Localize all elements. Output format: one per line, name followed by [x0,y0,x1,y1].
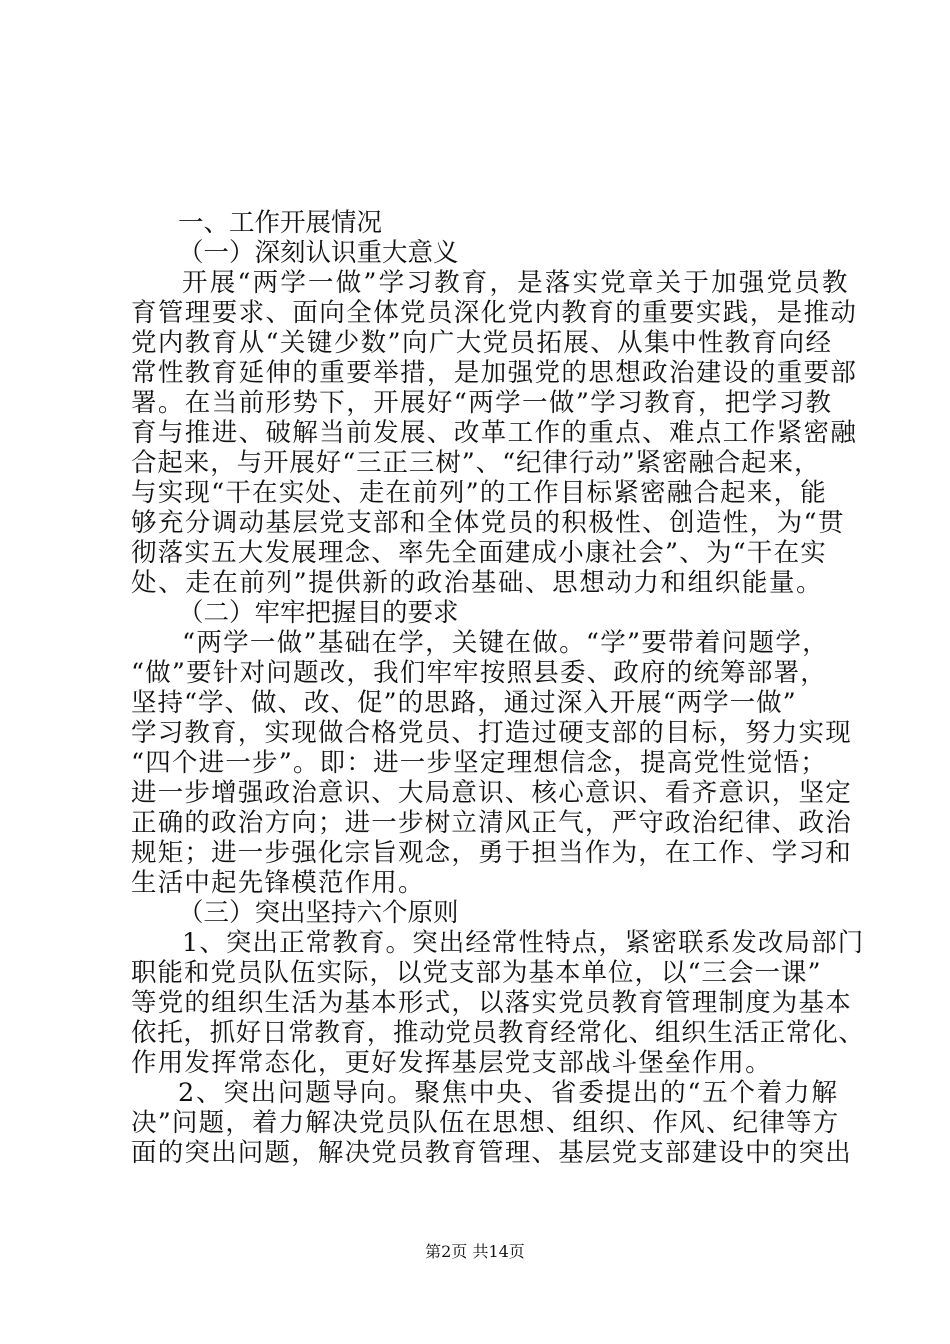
subheading-3: （三）突出坚持六个原则 [178,898,459,928]
text-line: 1、突出正常教育。突出经常性特点，紧密联系发改局部门 [182,928,865,958]
text-line: 育与推进、破解当前发展、改革工作的重点、难点工作紧密融 [131,418,858,448]
text-line: 开展“两学一做”学习教育，是落实党章关于加强党员教 [182,268,850,298]
text-line: 进一步增强政治意识、大局意识、核心意识、看齐意识，坚定 [131,778,852,808]
heading-section-1: 一、工作开展情况 [178,208,383,238]
text-line: 常性教育延伸的重要举措，是加强党的思想政治建设的重要部 [131,358,858,388]
text-line: 够充分调动基层党支部和全体党员的积极性、创造性，为“贯 [131,508,845,538]
text-line: “做”要针对问题改，我们牢牢按照县委、政府的统筹部署， [131,658,827,688]
text-line: 2、突出问题导向。聚焦中央、省委提出的“五个着力解 [178,1078,839,1108]
text-line: “四个进一步”。即：进一步坚定理想信念，提高党性觉悟； [131,748,827,778]
text-line: 彻落实五大发展理念、率先全面建成小康社会”、为“干在实 [131,538,827,568]
text-line: 正确的政治方向；进一步树立清风正气，严守政治纪律、政治 [131,808,852,838]
text-line: 与实现“干在实处、走在前列”的工作目标紧密融合起来，能 [131,478,827,508]
text-line: 面的突出问题，解决党员教育管理、基层党支部建设中的突出 [131,1138,852,1168]
text-line: 坚持“学、做、改、促”的思路，通过深入开展“两学一做” [131,688,797,718]
subheading-2: （二）牢牢把握目的要求 [178,598,459,628]
text-line: 等党的组织生活为基本形式，以落实党员教育管理制度为基本 [131,988,852,1018]
text-line: 决”问题，着力解决党员队伍在思想、组织、作风、纪律等方 [131,1108,840,1138]
text-line: 学习教育，实现做合格党员、打造过硬支部的目标，努力实现 [131,718,852,748]
text-line: 署。在当前形势下，开展好“两学一做”学习教育，把学习教 [131,388,833,418]
text-line: 依托，抓好日常教育，推动党员教育经常化、组织生活正常化、 [131,1018,865,1048]
text-line: “两学一做”基础在学，关键在做。“学”要带着问题学， [182,628,829,658]
text-line: 处、走在前列”提供新的政治基础、思想动力和组织能量。 [131,568,824,598]
text-line: 职能和党员队伍实际，以党支部为基本单位，以“三会一课” [131,958,822,988]
text-line: 合起来，与开展好“三正三树”、“纪律行动”紧密融合起来， [131,448,821,478]
text-line: 生活中起先锋模范作用。 [131,868,425,898]
page-number: 第2页 共14页 [425,1242,525,1261]
text-line: 育管理要求、面向全体党员深化党内教育的重要实践，是推动 [131,298,858,328]
subheading-1: （一）深刻认识重大意义 [178,238,459,268]
text-line: 党内教育从“关键少数”向广大党员拓展、从集中性教育向经 [131,328,833,358]
text-line: 作用发挥常态化，更好发挥基层党支部战斗堡垒作用。 [131,1048,772,1078]
text-line: 规矩；进一步强化宗旨观念，勇于担当作为，在工作、学习和 [131,838,852,868]
